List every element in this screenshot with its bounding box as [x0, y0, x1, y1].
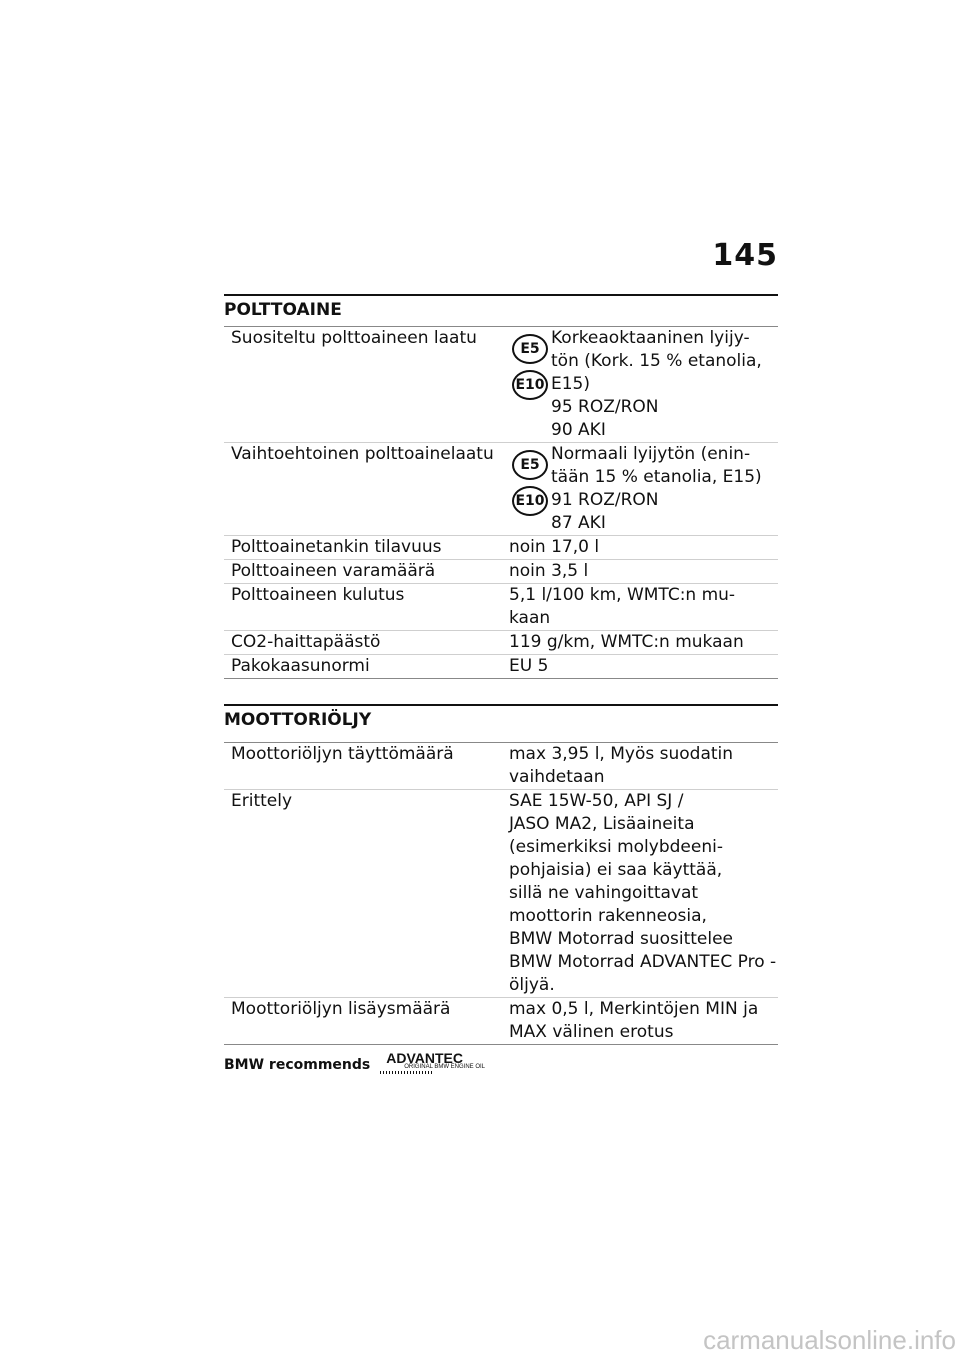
row-value-line: SAE 15W-50, API SJ /	[509, 791, 684, 811]
table-row	[224, 443, 778, 536]
logo-stripe	[380, 1071, 432, 1074]
advantec-logo	[380, 1050, 486, 1076]
table-row	[224, 743, 778, 790]
row-label: Polttoainetankin tilavuus	[224, 536, 509, 560]
row-label: Moottoriöljyn täyttömäärä	[224, 743, 509, 790]
table-row	[224, 536, 778, 560]
row-label: Suositeltu polttoaineen laatu	[224, 327, 509, 443]
row-value-line: tään 15 % etanolia, E15)	[551, 467, 762, 487]
row-value-line: Normaali lyijytön (enin-	[551, 444, 751, 464]
row-value-line: 119 g/km, WMTC:n mukaan	[509, 632, 744, 652]
oil-spec-table	[224, 742, 778, 1045]
fuel-spec-table	[224, 326, 778, 679]
table-row	[224, 998, 778, 1045]
table-row	[224, 560, 778, 584]
row-value-line: EU 5	[509, 656, 549, 676]
row-value-line: Korkeaoktaaninen lyijy-	[551, 328, 750, 348]
row-value-line: pohjaisia) ei saa käyttää,	[509, 860, 723, 880]
row-value-line: BMW Motorrad suosittelee	[509, 929, 734, 949]
row-value-line: 90 AKI	[551, 420, 606, 440]
row-label: Moottoriöljyn lisäysmäärä	[231, 999, 451, 1019]
table-row	[224, 584, 778, 631]
row-value-line: 5,1 l/100 km, WMTC:n mu-	[509, 585, 736, 605]
row-value-line: noin 3,5 l	[509, 561, 589, 581]
row-value-line: öljyä.	[509, 975, 555, 995]
oil-section	[224, 704, 778, 1045]
row-value-line: max 3,95 l, Myös suodatin	[509, 744, 734, 764]
row-label: Vaihtoehtoinen polttoainelaatu	[224, 443, 509, 536]
e5-fuel-icon: E5	[512, 450, 548, 480]
row-label: CO2-haittapäästö	[224, 631, 509, 655]
row-value-line: 91 ROZ/RON	[551, 490, 659, 510]
row-value-line: tön (Kork. 15 % etanolia,	[551, 351, 762, 371]
row-label: Pakokaasunormi	[231, 656, 370, 676]
e5-fuel-icon: E5	[512, 334, 548, 364]
row-value-line: (esimerkiksi molybdeeni-	[509, 837, 723, 857]
table-row	[224, 655, 778, 679]
row-value-line: noin 17,0 l	[509, 537, 600, 557]
table-row	[224, 790, 778, 998]
row-value-line: E15)	[551, 374, 591, 394]
row-label: Polttoaineen kulutus	[224, 584, 509, 631]
table-row	[224, 631, 778, 655]
watermark: carmanualsonline.info	[703, 1325, 956, 1355]
row-value-line: JASO MA2, Lisäaineita	[509, 814, 695, 834]
row-value-line: sillä ne vahingoittavat	[509, 883, 699, 903]
logo-sub-text: ORIGINAL BMW ENGINE OIL	[404, 1064, 486, 1070]
page-number: 145	[712, 238, 778, 273]
logo-main-text: ADVANTEC	[386, 1050, 463, 1066]
row-value-line: max 0,5 l, Merkintöjen MIN ja	[509, 999, 759, 1019]
row-value-line: moottorin rakenneosia,	[509, 906, 707, 926]
e10-fuel-icon: E10	[512, 370, 548, 400]
table-row	[224, 327, 778, 443]
e10-fuel-icon: E10	[512, 486, 548, 516]
row-value-line: BMW Motorrad ADVANTEC Pro -	[509, 952, 777, 972]
row-value-line: kaan	[509, 608, 551, 628]
row-value-line: 87 AKI	[551, 513, 606, 533]
recommend-text: BMW recommends	[224, 1057, 371, 1073]
row-value-line: vaihdetaan	[509, 767, 605, 787]
bmw-recommends	[224, 1050, 486, 1076]
oil-section-title: MOOTTORIÖLJY	[224, 704, 778, 736]
fuel-section	[224, 294, 778, 679]
row-label: Polttoaineen varamäärä	[224, 560, 509, 584]
row-value-line: 95 ROZ/RON	[551, 397, 659, 417]
row-value-line: MAX välinen erotus	[509, 1022, 674, 1042]
fuel-section-title: POLTTOAINE	[224, 294, 778, 326]
row-label: Erittely	[224, 790, 509, 998]
